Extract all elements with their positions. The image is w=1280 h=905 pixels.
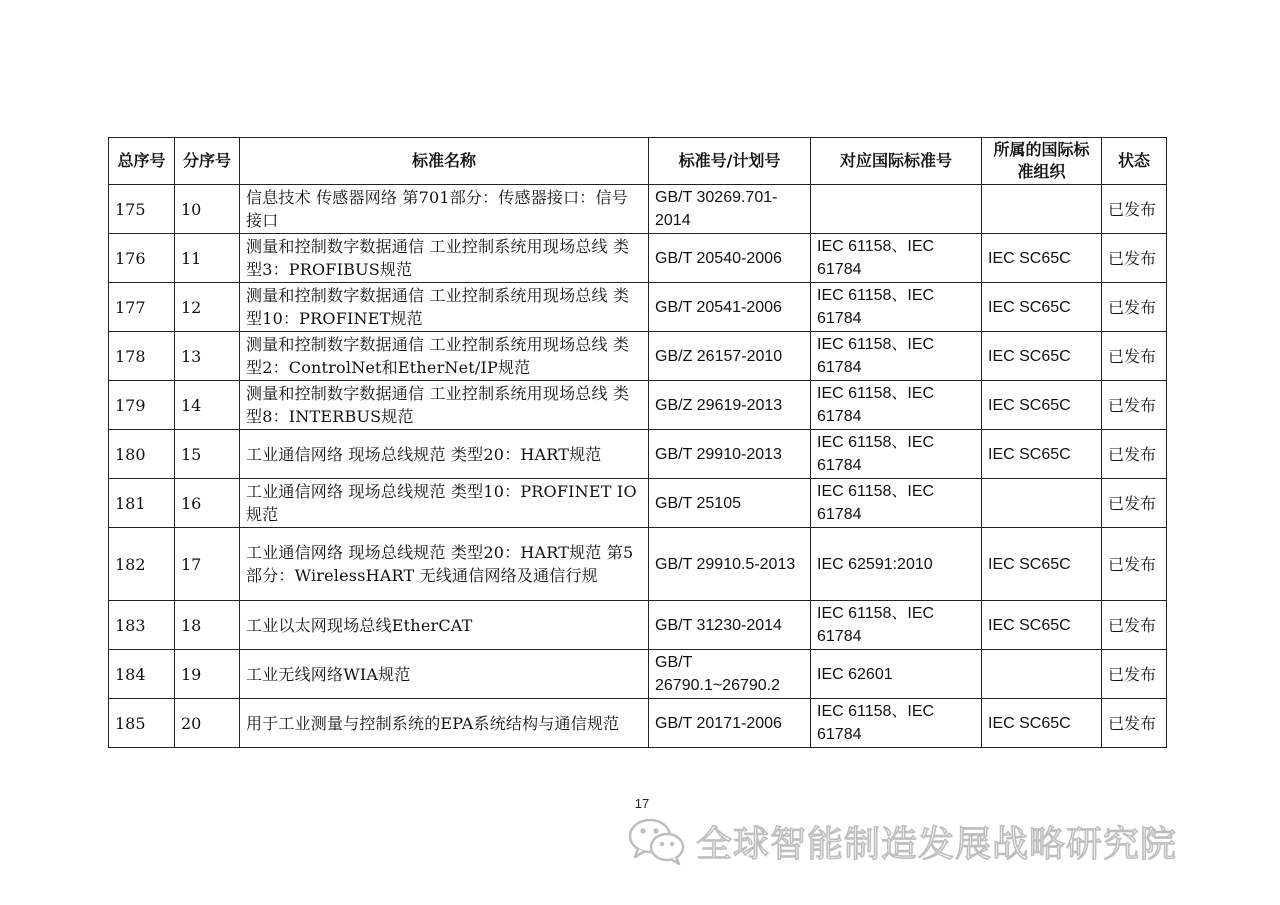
intl-standard-cell [811, 185, 982, 234]
standard-name-cell: 测量和控制数字数据通信 工业控制系统用现场总线 类型8：INTERBUS规范 [240, 381, 649, 430]
total-no-cell: 181 [109, 479, 175, 528]
page-number: 17 [634, 796, 650, 811]
table-row [109, 479, 1167, 528]
intl-org-cell [982, 185, 1102, 234]
intl-org-cell: IEC SC65C [982, 430, 1102, 479]
standard-name-cell: 工业通信网络 现场总线规范 类型20：HART规范 第5部分：WirelessHART 无线通信网络及通信行规 [240, 528, 649, 601]
status-cell: 已发布 [1102, 699, 1167, 748]
table-row [109, 699, 1167, 748]
header-intl-standard: 对应国际标准号 [811, 138, 982, 185]
total-no-cell: 182 [109, 528, 175, 601]
standard-name-cell: 测量和控制数字数据通信 工业控制系统用现场总线 类型2：ControlNet和EtherNet/IP规范 [240, 332, 649, 381]
header-status: 状态 [1102, 138, 1167, 185]
header-standard-no: 标准号/计划号 [649, 138, 811, 185]
intl-org-cell: IEC SC65C [982, 234, 1102, 283]
sub-no-cell: 14 [175, 381, 240, 430]
intl-standard-cell: IEC 61158、IEC 61784 [811, 234, 982, 283]
intl-org-cell: IEC SC65C [982, 332, 1102, 381]
intl-standard-cell: IEC 62601 [811, 650, 982, 699]
standard-no-cell: GB/T 20171-2006 [649, 699, 811, 748]
table-row [109, 381, 1167, 430]
table-row [109, 283, 1167, 332]
status-cell: 已发布 [1102, 601, 1167, 650]
table-row [109, 528, 1167, 601]
standard-name-cell: 信息技术 传感器网络 第701部分：传感器接口：信号接口 [240, 185, 649, 234]
header-sub-no: 分序号 [175, 138, 240, 185]
status-cell: 已发布 [1102, 430, 1167, 479]
table-row [109, 650, 1167, 699]
standard-no-cell: GB/T 29910.5-2013 [649, 528, 811, 601]
intl-org-cell [982, 650, 1102, 699]
intl-org-cell: IEC SC65C [982, 528, 1102, 601]
status-cell: 已发布 [1102, 528, 1167, 601]
sub-no-cell: 18 [175, 601, 240, 650]
intl-standard-cell: IEC 61158、IEC 61784 [811, 479, 982, 528]
standard-name-cell: 工业通信网络 现场总线规范 类型20：HART规范 [240, 430, 649, 479]
header-intl-org: 所属的国际标准组织 [982, 138, 1102, 185]
intl-org-cell: IEC SC65C [982, 601, 1102, 650]
table-row [109, 185, 1167, 234]
intl-standard-cell: IEC 61158、IEC 61784 [811, 332, 982, 381]
sub-no-cell: 16 [175, 479, 240, 528]
standard-no-cell: GB/T 26790.1~26790.2 [649, 650, 811, 699]
standard-name-cell: 测量和控制数字数据通信 工业控制系统用现场总线 类型3：PROFIBUS规范 [240, 234, 649, 283]
intl-standard-cell: IEC 61158、IEC 61784 [811, 601, 982, 650]
sub-no-cell: 13 [175, 332, 240, 381]
total-no-cell: 179 [109, 381, 175, 430]
status-cell: 已发布 [1102, 479, 1167, 528]
standard-name-cell: 工业以太网现场总线EtherCAT [240, 601, 649, 650]
sub-no-cell: 15 [175, 430, 240, 479]
sub-no-cell: 17 [175, 528, 240, 601]
status-cell: 已发布 [1102, 332, 1167, 381]
sub-no-cell: 19 [175, 650, 240, 699]
standard-name-cell: 工业通信网络 现场总线规范 类型10：PROFINET IO规范 [240, 479, 649, 528]
status-cell: 已发布 [1102, 234, 1167, 283]
total-no-cell: 185 [109, 699, 175, 748]
table-row [109, 234, 1167, 283]
sub-no-cell: 11 [175, 234, 240, 283]
watermark [626, 816, 1177, 866]
standard-no-cell: GB/T 31230-2014 [649, 601, 811, 650]
sub-no-cell: 20 [175, 699, 240, 748]
standards-table [108, 137, 1167, 748]
intl-org-cell [982, 479, 1102, 528]
wechat-icon [626, 816, 688, 866]
sub-no-cell: 10 [175, 185, 240, 234]
status-cell: 已发布 [1102, 185, 1167, 234]
total-no-cell: 178 [109, 332, 175, 381]
intl-standard-cell: IEC 61158、IEC 61784 [811, 699, 982, 748]
status-cell: 已发布 [1102, 381, 1167, 430]
header-standard-name: 标准名称 [240, 138, 649, 185]
standard-name-cell: 测量和控制数字数据通信 工业控制系统用现场总线 类型10：PROFINET规范 [240, 283, 649, 332]
total-no-cell: 176 [109, 234, 175, 283]
watermark-text: 全球智能制造发展战略研究院 [696, 823, 1178, 865]
total-no-cell: 177 [109, 283, 175, 332]
standard-no-cell: GB/T 20540-2006 [649, 234, 811, 283]
intl-org-cell: IEC SC65C [982, 381, 1102, 430]
standard-no-cell: GB/T 20541-2006 [649, 283, 811, 332]
header-total-no: 总序号 [109, 138, 175, 185]
standard-name-cell: 工业无线网络WIA规范 [240, 650, 649, 699]
intl-standard-cell: IEC 61158、IEC 61784 [811, 283, 982, 332]
intl-standard-cell: IEC 61158、IEC 61784 [811, 381, 982, 430]
intl-org-cell: IEC SC65C [982, 283, 1102, 332]
standard-no-cell: GB/T 30269.701-2014 [649, 185, 811, 234]
standard-no-cell: GB/T 29910-2013 [649, 430, 811, 479]
total-no-cell: 175 [109, 185, 175, 234]
standard-no-cell: GB/Z 26157-2010 [649, 332, 811, 381]
intl-standard-cell: IEC 61158、IEC 61784 [811, 430, 982, 479]
total-no-cell: 183 [109, 601, 175, 650]
status-cell: 已发布 [1102, 283, 1167, 332]
table-row [109, 332, 1167, 381]
status-cell: 已发布 [1102, 650, 1167, 699]
standard-name-cell: 用于工业测量与控制系统的EPA系统结构与通信规范 [240, 699, 649, 748]
standard-no-cell: GB/T 25105 [649, 479, 811, 528]
intl-standard-cell: IEC 62591:2010 [811, 528, 982, 601]
total-no-cell: 180 [109, 430, 175, 479]
standard-no-cell: GB/Z 29619-2013 [649, 381, 811, 430]
table-row [109, 601, 1167, 650]
table-row [109, 430, 1167, 479]
intl-org-cell: IEC SC65C [982, 699, 1102, 748]
total-no-cell: 184 [109, 650, 175, 699]
sub-no-cell: 12 [175, 283, 240, 332]
table-header-row [109, 138, 1167, 185]
